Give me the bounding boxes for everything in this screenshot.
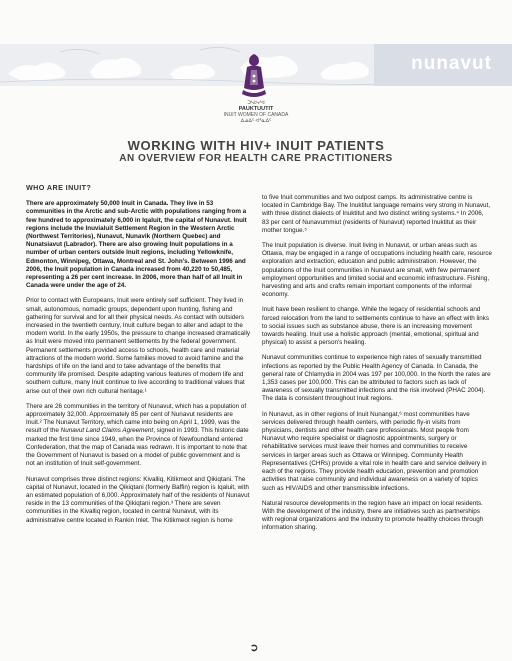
sti-paragraph: Nunavut communities continue to experience high rates of sexually transmitted infections as reported by the Public Health Agency of Canada. In Canada, the general rate of Chlamydia in 2004 was 197 per 100,000. In the North the rates are 1,353 cases per 100,000. This can be attributed to factors such as lack of awareness of sexually transmitted infections and the risk involved (PHAC 2004). The data is consistent throughout Inuit regions. [262, 354, 491, 403]
next-page-arrow-icon[interactable]: ➲ [249, 642, 259, 654]
language-paragraph: to five Inuit communities and two outpost camps. Its administrative centre is located in Cambridge Bay. The Inuktitut language remains very strong in Nunavut, with three distinct dialects of Inuktitut and two distinct writing systems.⁴ In 2006, 83 per cent of Nunavummiut (residents of Nunavut) reported Inuktitut as their mother tongue.⁵ [262, 194, 490, 234]
nunavut-territory-text-1: There are 26 communities in the territory of Nunavut, which has a population of approximately 32,000. Approximately 85 per cent of Nunavut residents are Inuit.² The Nunavut Territory, which came into being on April 1, 1999, was the result of the [26, 402, 247, 435]
regions-paragraph: Nunavut comprises three distinct regions: Kivalliq, Kitikmeot and Qikiqtani. The capital of Nunavut, located in the Qikiqtani (formerly Baffin) region is Iqaluit, with an estimated population of 6,000. Approximately half of the residents of Nunavut reside in the 13 communities of the Qikiqtani region.³ There are seven communities in the Kivalliq region, located in central Nunavut, with its administrative centre located in Rankin Inlet. The Kitikmeot region is home [26, 475, 250, 524]
nunavut-territory-text-2: , signed in 1993. This historic date marked the first time since 1949, when the Province of Newfoundland entered Confederation, that the map of Canada was redrawn. It is important to note that the Government of Nunavut is based on a model of public government and is not an institution of Inuit self-government. [26, 427, 249, 468]
region-label: nunavut [411, 53, 492, 74]
logo-line-syllabics: ᑐᓴᐅᓯᐊ [247, 100, 265, 106]
logo-line-english: INUIT WOMEN OF CANADA [223, 112, 289, 118]
intro-paragraph: There are approximately 50,000 Inuit in Canada. They live in 53 communities in the Arctic and sub-Arctic with populations ranging from a few hundred to approximately 6,000 in Iqaluit, the capital of Nunavut. Inuit regions include the Inuvialuit Settlement Region in the Western Arctic (Northwest Territories), Nunavut, Nunavik (Northern Quebec) and Nunatsiavut (Labrador). There are also growing Inuit populations in a number of urban centers outside Inuit regions, including Yellowknife, Edmonton, Winnipeg, Ottawa, Montreal and St. John's. Between 1996 and 2006, the Inuit population in Canada increased from 40,220 to 50,485, representing a 26 per cent increase. In 2006, more than half of all Inuit in Canada were under the age of 24. [26, 200, 247, 290]
pauktuutit-logo-icon [237, 52, 271, 100]
logo-line-syllabics-2: ᐃᓄᐃᑦ ᐊᕐᓇᐃᑦ [240, 118, 272, 124]
logo-line-name: PAUKTUUTIT [238, 106, 274, 112]
page-title: WORKING WITH HIV+ INUIT PATIENTS [127, 138, 385, 153]
logo-caption [214, 100, 298, 124]
nunavut-territory-paragraph [26, 403, 250, 469]
health-services-paragraph: In Nunavut, as in other regions of Inuit Nunangat,⁶ most communities have services delivered through health centers, with periodic fly-in visits from physicians, dentists and other health care professionals. Most people from Nunavut who require specialist or diagnostic appointments, surgery or rehabilitative services must leave their homes and communities to receive services in larger areas such as Ottawa or Winnipeg. Community Health Representatives (CHRs) provide a vital role in health care and service delivery in each of the regions. They provide health education, prevention and promotion activities that raise community and individual awareness on a variety of topics such as HIV/AIDS and other transmissible infections. [262, 410, 487, 492]
left-column [26, 184, 250, 532]
right-column [262, 194, 492, 540]
land-claims-agreement-title: Nunavut Land Claims Agreement [60, 427, 154, 435]
page-subtitle: AN OVERVIEW FOR HEALTH CARE PRACTITIONERS [119, 153, 393, 164]
population-paragraph: The Inuit population is diverse. Inuit living in Nunavut, or urban areas such as Ottawa, may be engaged in a range of occupations including health care, resource exploration and extraction, education and public administration. However, the populations of the Inuit communities in Nunavut are small, with few permanent employment opportunities and limited social and economic infrastructure. Fishing, harvesting and arts and crafts remain important components of the informal economy. [262, 242, 492, 299]
history-paragraph: Prior to contact with Europeans, Inuit were entirely self sufficient. They lived in small, autonomous, nomadic groups, dependent upon hunting, fishing and gathering for survival and for all their physical needs. As contact with outsiders increased in the twentieth century, Inuit culture began to alter and adapt to the modern world. In the early 1950s, the pressure to change increased dramatically as Inuit were moved into permanent settlements by the federal government. Permanent settlements provided access to schools, health care and material attractions of the modern world. Some families moved to avoid famine and the hardships of life on the land and to take advantage of the benefits that community life promised. Despite adapting various features of modern life and southern culture, many Inuit continue to live according to traditional values that arise out of their own rich cultural heritage.¹ [26, 297, 251, 395]
resource-development-paragraph: Natural resource developments in the region have an impact on local residents. With the development of the industry, there are initiatives such as partnerships with regional organizations and the industry to promote healthy choices through information sharing. [262, 499, 484, 532]
section-heading: WHO ARE INUIT? [26, 183, 92, 192]
resilience-paragraph: Inuit have been resilient to change. While the legacy of residential schools and forced relocation from the land to settlements continue to have an effect with links to social issues such as substance abuse, there is an increasing movement towards healing. Inuit use a holistic approach (mental, emotional, spiritual and physical) to assist a person's healing. [262, 306, 490, 347]
